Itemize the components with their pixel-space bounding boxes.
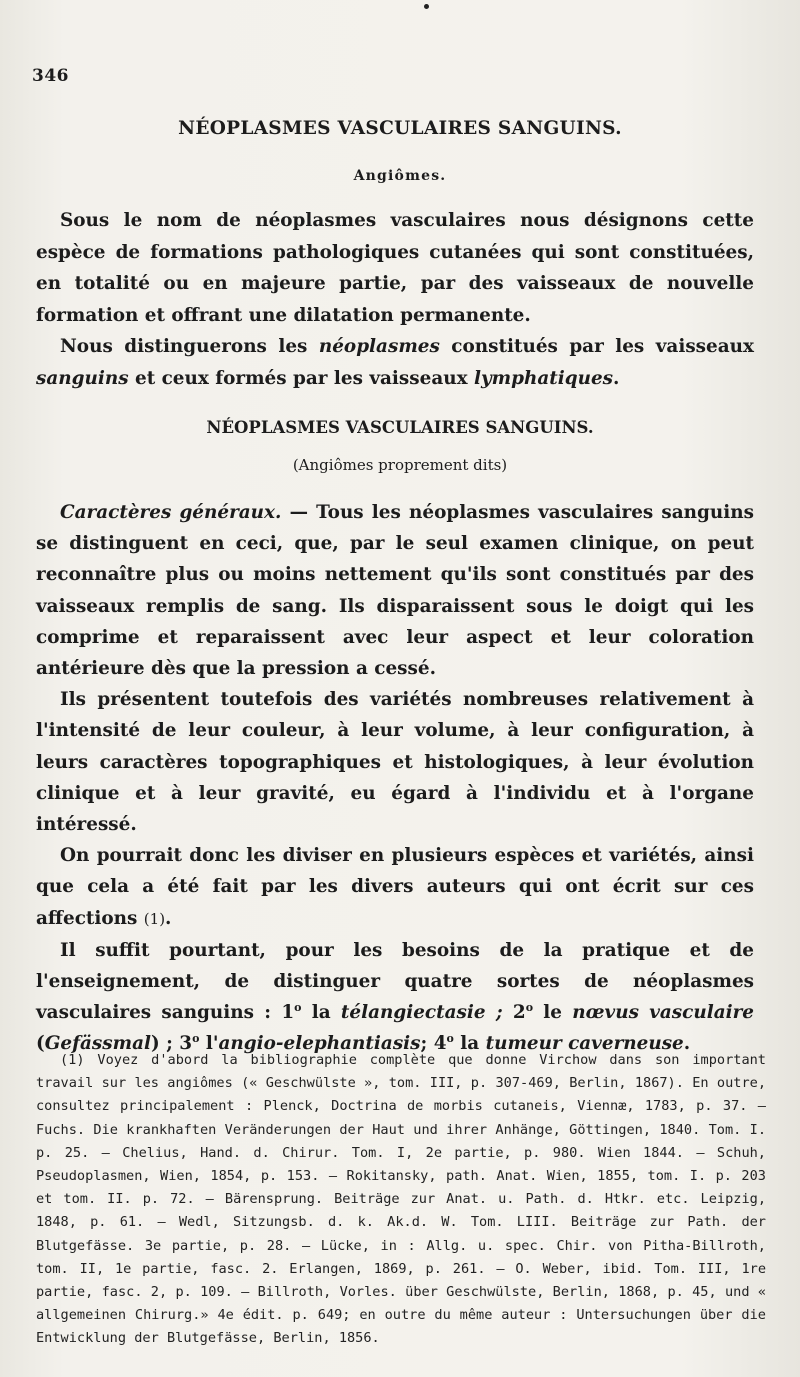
page-number: 346 [32, 66, 69, 86]
section-text [36, 497, 754, 1060]
section-heading: NÉOPLASMES VASCULAIRES SANGUINS. [206, 418, 594, 437]
page-title: NÉOPLASMES VASCULAIRES SANGUINS. [178, 118, 622, 139]
footnote-reference[interactable]: (1) [143, 909, 166, 928]
section-paragraph-3: On pourrait donc les diviser en plusieurs espèces et variétés, ainsi que cela a été fait par les divers auteurs qui ont écrit sur ces affections (1). [36, 845, 754, 929]
intro-paragraph-1: Sous le nom de néoplasmes vasculaires nous désignons cette espèce de formations pathologiques cutanées qui sont constituées, en totalité ou en majeure partie, par des vaisseaux de nouvelle formation et offrant une dilatation permanente. [36, 210, 754, 326]
page-subtitle: Angiômes. [353, 168, 447, 184]
intro-paragraph-2: Nous distinguerons les néoplasmes constitués par les vaisseaux sanguins et ceux formés par les vaisseaux lymphatiques. [36, 336, 754, 389]
footnote-text: (1) Voyez d'abord la bibliographie complète que donne Virchow dans son important travail sur les angiômes (« Geschwülste », tom. III, p. 307-469, Berlin, 1867). En outre, consultez principalement : Plenck, Doctrina de morbis cutaneis, Viennæ, 1783, p. 37. — Fuchs. Die krankhaften Veränderungen der Haut und ihrer Anhänge, Göttingen, 1840. Tom. I. p. 25. — Chelius, Hand. d. Chirur. Tom. I, 2e partie, p. 980. Wien 1844. — Schuh, Pseudoplasmen, Wien, 1854, p. 153. — Rokitansky, path. Anat. Wien, 1855, tom. I. p. 203 et tom. II. p. 72. — Bärensprung. Beiträge zur Anat. u. Path. d. Htkr. etc. Leipzig, 1848, p. 61. — Wedl, Sitzungsb. d. k. Ak.d. W. Tom. LIII. Beiträge zur Path. der Blutgefässe. 3e partie, p. 28. — Lücke, in : Allg. u. spec. Chir. von Pitha-Billroth, tom. II, 1e partie, fasc. 2. Erlangen, 1869, p. 261. — O. Weber, ibid. Tom. III, 1re partie, fasc. 2, p. 109. — Billroth, Vorles. über Geschwülste, Berlin, 1868, p. 45, und « allgemeinen Chirurg.» 4e édit. p. 649; en outre du même auteur : Untersuchungen über die Entwicklung der Blutgefässe, Berlin, 1856. [36, 1052, 766, 1347]
section-paragraph-2: Ils présentent toutefois des variétés nombreuses relativement à l'intensité de leur couleur, à leur volume, à leur configuration, à leurs caractères topographiques et histologiques, à leur évolution clinique et à leur gravité, eu égard à l'individu et à l'organe intéressé. [36, 689, 754, 836]
intro-text [36, 205, 754, 394]
footnote [36, 1049, 766, 1351]
section-paragraph-1: Caractères généraux. — Tous les néoplasmes vasculaires sanguins se distinguent en ceci, que, par le seul examen clinique, on peut reconnaître plus ou moins nettement qu'ils sont constitués par des vaisseaux remplis de sang. Ils disparaissent sous le doigt qui les comprime et reparaissent avec leur aspect et leur coloration antérieure dès que la pression a cessé. [36, 502, 754, 680]
print-mark [424, 4, 429, 9]
section-subheading: (Angiômes proprement dits) [292, 456, 508, 474]
section-paragraph-4: Il suffit pourtant, pour les besoins de la pratique et de l'enseignement, de distinguer quatre sortes de néoplasmes vasculaires sanguins : 1$^o$ la télangiectasie ; 2$^o$ le nœvus vasculaire (Gefässmal) ; 3$^o$ l'angio-elephantiasis; 4$^o$ la tumeur caverneuse. [36, 939, 754, 1055]
